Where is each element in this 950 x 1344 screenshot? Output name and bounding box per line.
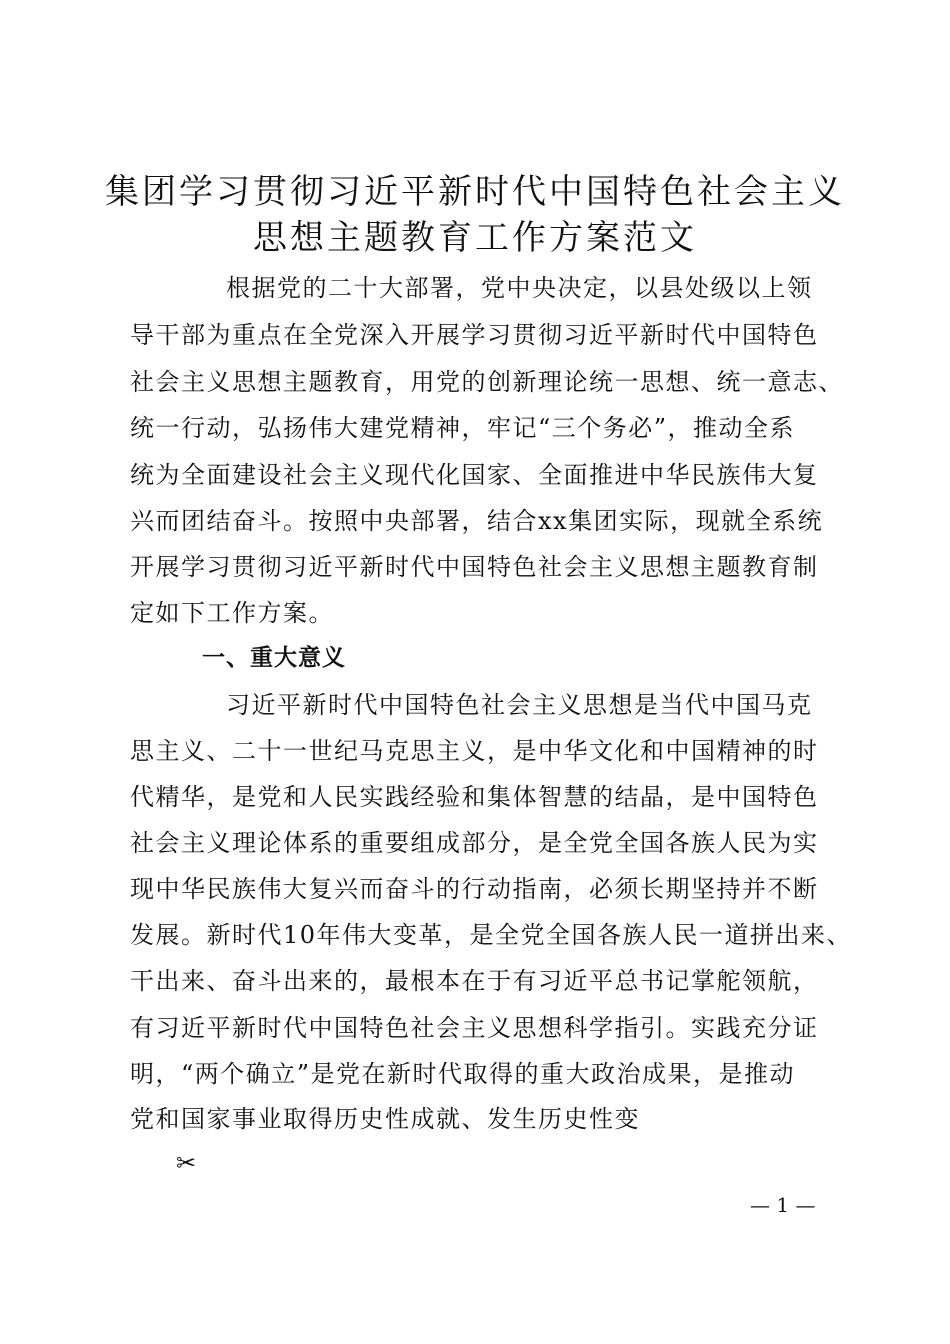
- section-line: 社会主义理论体系的重要组成部分，是全党全国各族人民为实: [130, 829, 819, 857]
- document-title-line1: 集团学习贯彻习近平新时代中国特色社会主义: [105, 172, 845, 212]
- scissors-icon: ✂: [176, 1149, 197, 1177]
- intro-line: 根据党的二十大部署，党中央决定，以县处级以上领: [226, 274, 813, 302]
- page-number: — 1 —: [750, 1193, 816, 1217]
- intro-line: 定如下工作方案。: [130, 599, 334, 627]
- section-line: 习近平新时代中国特色社会主义思想是当代中国马克: [226, 691, 813, 719]
- section-line: 党和国家事业取得历史性成就、发生历史性变: [130, 1105, 640, 1133]
- intro-line: 开展学习贯彻习近平新时代中国特色社会主义思想主题教育制: [130, 553, 819, 581]
- section-heading: 一、重大意义: [202, 645, 346, 671]
- intro-line: 导干部为重点在全党深入开展学习贯彻习近平新时代中国特色: [130, 321, 819, 349]
- section-line: 发展。新时代10年伟大变革，是全党全国各族人民一道拼出来、: [130, 921, 853, 949]
- intro-line: 统一行动，弘扬伟大建党精神，牢记“三个务必”，推动全系: [130, 414, 796, 442]
- section-line: 干出来、奋斗出来的，最根本在于有习近平总书记掌舵领航，: [130, 967, 819, 995]
- intro-line: 统为全面建设社会主义现代化国家、全面推进中华民族伟大复: [130, 461, 819, 489]
- section-line: 明，“两个确立”是党在新时代取得的重大政治成果，是推动: [130, 1060, 796, 1088]
- document-title-line2: 思想主题教育工作方案范文: [253, 218, 697, 258]
- section-line: 思主义、二十一世纪马克思主义，是中华文化和中国精神的时: [130, 737, 819, 765]
- section-line: 代精华，是党和人民实践经验和集体智慧的结晶，是中国特色: [130, 783, 819, 811]
- intro-line: 兴而团结奋斗。按照中央部署，结合xx集团实际，现就全系统: [130, 507, 824, 535]
- section-line: 现中华民族伟大复兴而奋斗的行动指南，必须长期坚持并不断: [130, 875, 819, 903]
- intro-line: 社会主义思想主题教育，用党的创新理论统一思想、统一意志、: [130, 368, 844, 396]
- section-line: 有习近平新时代中国特色社会主义思想科学指引。实践充分证: [130, 1014, 819, 1042]
